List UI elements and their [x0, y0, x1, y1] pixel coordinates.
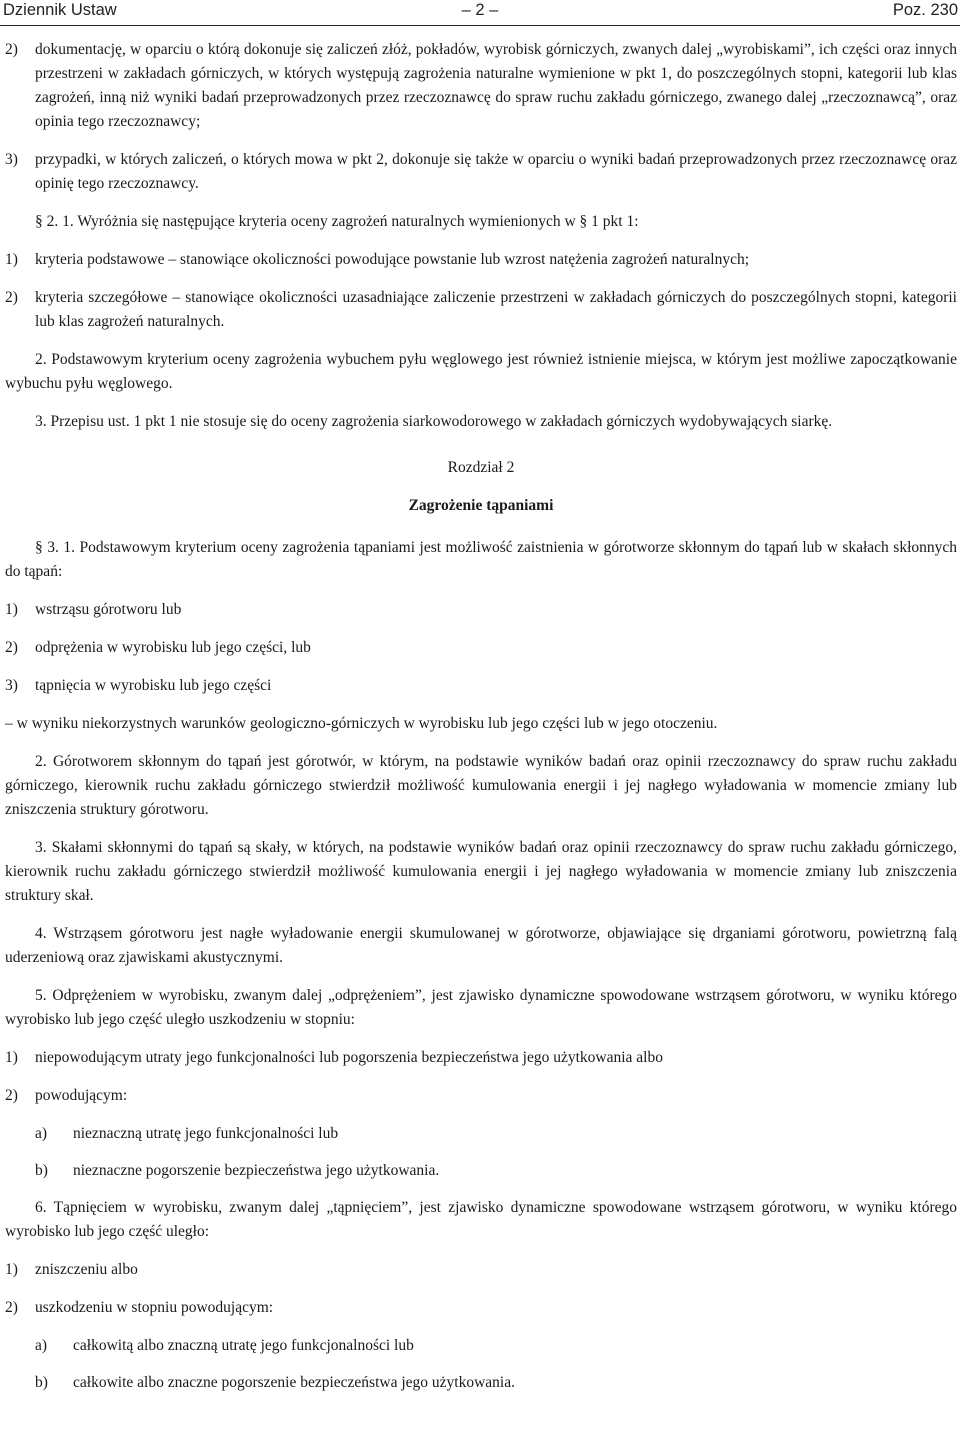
- sub-list-item: [5, 1159, 957, 1183]
- item-number: 1): [5, 1261, 18, 1278]
- item-text: niepowodującym utraty jego funkcjonalności lub pogorszenia bezpieczeństwa jego użytkowania albo: [35, 1049, 663, 1066]
- item-text: uszkodzeniu w stopniu powodującym:: [35, 1299, 274, 1316]
- list-item: [5, 598, 957, 622]
- paragraph: 3. Przepisu ust. 1 pkt 1 nie stosuje się do oceny zagrożenia siarkowodorowego w zakładach górniczych wydobywających siarkę.: [35, 413, 833, 430]
- paragraph: 5. Odprężeniem w wyrobisku, zwanym dalej „odprężeniem”, jest zjawisko dynamiczne spowodowane wstrząsem górotworu, w wyniku którego wyrobisko lub jego część uległo uszkodzeniu w stopniu:: [5, 987, 957, 1028]
- item-number: 2): [5, 289, 18, 306]
- item-text: odprężenia w wyrobisku lub jego części, lub: [35, 639, 311, 656]
- item-number: 2): [5, 41, 18, 58]
- paragraph: 6. Tąpnięciem w wyrobisku, zwanym dalej „tąpnięciem”, jest zjawisko dynamiczne spowodowane wstrząsem górotworu, w wyniku którego wyrobisko lub jego część uległo:: [5, 1199, 957, 1240]
- list-item: [5, 1084, 957, 1108]
- sub-item-text: całkowite albo znaczne pogorszenie bezpieczeństwa jego użytkowania.: [73, 1374, 515, 1391]
- item-text: dokumentację, w oparciu o którą dokonuje się zaliczeń złóż, pokładów, wyrobisk górniczych, zwanych dalej „wyrobiskami”, ich części oraz innych przestrzeni w zakładach górniczych, w których występują zagrożenia naturalne wymienione w pkt 1, do poszczególnych stopni, kategorii lub klas zagrożeń, inną niż wyniki badań przeprowadzonych przez rzeczoznawcę do spraw ruchu zakładu górniczego, zwanego dalej „rzeczoznawcą”, oraz opinia tego rzeczoznawcy;: [35, 41, 957, 130]
- paragraph: 2. Górotworem skłonnym do tąpań jest górotwór, w którym, na podstawie wyników badań oraz opinii rzeczoznawcy do spraw ruchu zakładu górniczego, kierownik ruchu zakładu górniczego stwierdził możliwość kumulowania energii i jej nagłego wyładowania w momencie zmiany lub zniszczenia struktury górotworu.: [5, 753, 957, 818]
- list-item: [5, 148, 957, 196]
- page-number: – 2 –: [461, 1, 499, 19]
- list-item: [5, 248, 957, 272]
- sub-item-letter: a): [35, 1125, 48, 1142]
- document-body: [5, 38, 957, 1408]
- item-number: 1): [5, 1049, 18, 1066]
- sub-list-item: [5, 1122, 957, 1146]
- item-number: 1): [5, 251, 18, 268]
- paragraph: 4. Wstrząsem górotworu jest nagłe wyładowanie energii skumulowanej w górotworze, objawiające się drganiami górotworu, powietrzną falą uderzeniową oraz zjawiskami akustycznymi.: [5, 925, 957, 966]
- paragraph: 2. Podstawowym kryterium oceny zagrożenia wybuchem pyłu węglowego jest również istnienie miejsca, w którym jest możliwe zapoczątkowanie wybuchu pyłu węglowego.: [5, 351, 957, 392]
- item-number: 3): [5, 677, 18, 694]
- sub-list-item: [5, 1371, 957, 1395]
- item-text: przypadki, w których zaliczeń, o których mowa w pkt 2, dokonuje się także w oparciu o wyniki badań przeprowadzonych przez rzeczoznawcę oraz opinię tego rzeczoznawcy.: [35, 151, 957, 192]
- chapter-label: Rozdział 2: [447, 459, 515, 476]
- item-number: 1): [5, 601, 18, 618]
- item-text: zniszczeniu albo: [35, 1261, 138, 1278]
- item-number: 2): [5, 1087, 18, 1104]
- sub-list-item: [5, 1334, 957, 1358]
- sub-item-letter: b): [35, 1374, 48, 1391]
- paragraph: § 3. 1. Podstawowym kryterium oceny zagrożenia tąpaniami jest możliwość zaistnienia w górotworze skłonnym do tąpań lub w skałach skłonnych do tąpań:: [5, 539, 957, 580]
- sub-item-letter: b): [35, 1162, 48, 1179]
- item-text: kryteria szczegółowe – stanowiące okoliczności uzasadniające zaliczenie przestrzeni w zakładach górniczych do poszczególnych stopni, kategorii lub klas zagrożeń naturalnych.: [35, 289, 957, 330]
- list-item: [5, 636, 957, 660]
- journal-title: Dziennik Ustaw: [3, 1, 117, 19]
- sub-item-text: nieznaczne pogorszenie bezpieczeństwa jego użytkowania.: [73, 1162, 440, 1179]
- item-text: wstrząsu górotworu lub: [35, 601, 182, 618]
- item-number: 2): [5, 639, 18, 656]
- item-number: 3): [5, 151, 18, 168]
- list-item: [5, 1296, 957, 1320]
- item-text: tąpnięcia w wyrobisku lub jego części: [35, 677, 272, 694]
- position-number: Poz. 230: [892, 1, 958, 19]
- item-text: powodującym:: [35, 1087, 128, 1104]
- list-item: [5, 674, 957, 698]
- sub-item-text: nieznaczną utratę jego funkcjonalności lub: [73, 1125, 339, 1142]
- page-header: [0, 0, 960, 26]
- paragraph: – w wyniku niekorzystnych warunków geologiczno-górniczych w wyrobisku lub jego części lub w jego otoczeniu.: [5, 715, 718, 732]
- chapter-title: Zagrożenie tąpaniami: [408, 497, 554, 514]
- sub-item-text: całkowitą albo znaczną utratę jego funkcjonalności lub: [73, 1337, 414, 1354]
- paragraph: § 2. 1. Wyróżnia się następujące kryteria oceny zagrożeń naturalnych wymienionych w § 1 pkt 1:: [35, 213, 639, 230]
- sub-item-letter: a): [35, 1337, 48, 1354]
- item-number: 2): [5, 1299, 18, 1316]
- list-item: [5, 38, 957, 134]
- list-item: [5, 1046, 957, 1070]
- list-item: [5, 1258, 957, 1282]
- paragraph: 3. Skałami skłonnymi do tąpań są skały, w których, na podstawie wyników badań oraz opinii rzeczoznawcy do spraw ruchu zakładu górniczego, kierownik ruchu zakładu górniczego stwierdził możliwość kumulowania energii i jej nagłego wyładowania w momencie zmiany lub zniszczenia struktury skał.: [5, 839, 957, 904]
- item-text: kryteria podstawowe – stanowiące okoliczności powodujące powstanie lub wzrost natężenia zagrożeń naturalnych;: [35, 251, 750, 268]
- list-item: [5, 286, 957, 334]
